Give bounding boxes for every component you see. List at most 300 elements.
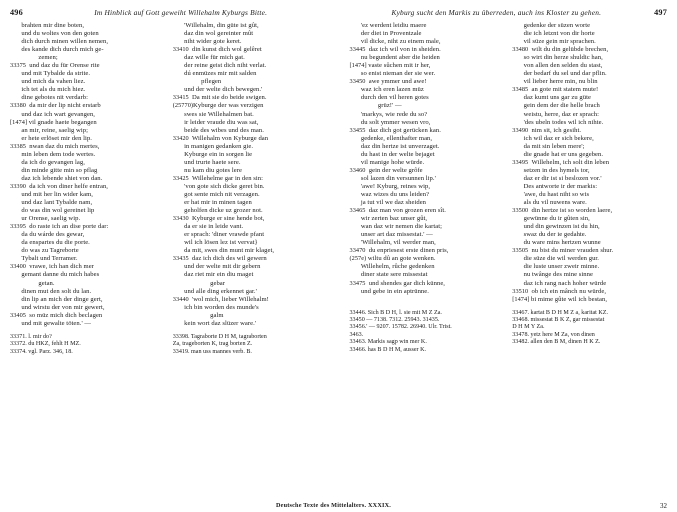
- verse-line-text: und der welte mit dir gebern: [184, 263, 261, 271]
- verse-line-number: [512, 119, 523, 126]
- verse-line: [512, 263, 667, 271]
- verse-line: [512, 255, 667, 263]
- verse-line-number: [173, 159, 184, 166]
- verse-line: [350, 30, 505, 38]
- verse-line: [173, 54, 328, 62]
- verse-line-text: da ich von diner helfe entran,: [29, 182, 109, 190]
- verse-line: [512, 231, 667, 239]
- verse-line-number: 33385: [10, 142, 30, 150]
- verse-line: [10, 296, 165, 304]
- footnote-line: 33463. Markis sagp win mer K.: [349, 339, 427, 346]
- verse-line: [10, 135, 165, 143]
- verse-line-text: Willehalm von Kyburge dan: [192, 134, 269, 142]
- verse-line-number: 33490: [512, 126, 532, 134]
- verse-line-number: [350, 22, 361, 29]
- verse-line-text: diner state sere missestat: [360, 271, 428, 279]
- running-title-right: Kyburg sucht den Markis zu überreden, auch ins Kloster zu gehen.: [391, 8, 602, 17]
- verse-line: [512, 143, 667, 151]
- verse-line-text: gedenke, ellenthafter man,: [360, 134, 433, 142]
- verse-line-text: nu bist du miner vrauden shur.: [531, 247, 614, 255]
- verse-line-text: setzen in des hymels tor,: [523, 166, 590, 174]
- verse-line-text: der reine geist dich niht verlat.: [184, 62, 267, 70]
- verse-line: [350, 102, 505, 110]
- verse-line-text: daz ich wil von in sheiden.: [368, 46, 441, 54]
- verse-line: [350, 38, 505, 46]
- verse-line: [10, 22, 165, 30]
- verse-line-text: und mit her lin wider kam,: [21, 190, 93, 198]
- verse-line: [350, 119, 505, 127]
- folio-left: 496: [10, 8, 23, 17]
- verse-line: [173, 207, 328, 215]
- footnote-column-left-2: [173, 334, 328, 356]
- verse-line-number: [173, 30, 184, 37]
- verse-line: [10, 231, 165, 239]
- verse-line: [10, 111, 165, 119]
- verse-line-number: 33485: [512, 86, 532, 94]
- verse-line: [173, 304, 328, 312]
- verse-line: [512, 151, 667, 159]
- verse-line-number: [10, 151, 21, 158]
- verse-line-number: [173, 70, 184, 77]
- verse-line-text: weistu, herre, daz er sprach:: [523, 110, 600, 118]
- verse-line-text: vil süze gein mir sprachen.: [523, 38, 596, 46]
- verse-line: [512, 111, 667, 119]
- verse-line-text: an gote mit statem mute!: [531, 86, 599, 94]
- verse-line-number: 33395: [10, 223, 30, 231]
- verse-line-text: der diet in Proventzale: [360, 30, 422, 38]
- verse-line-text: daz ich dich des wil gewern: [192, 255, 267, 263]
- verse-line: [173, 175, 328, 183]
- verse-line-text: waz ich eren lazen müz: [360, 86, 424, 94]
- verse-line-text: min leben dem tode wertes.: [21, 150, 96, 158]
- verse-line: [173, 296, 328, 304]
- verse-line: [173, 199, 328, 207]
- verse-line-number: [350, 54, 361, 61]
- verse-line-number: [10, 207, 21, 214]
- verse-line: [173, 320, 328, 328]
- verse-line-number: [173, 320, 184, 327]
- verse-line: [350, 239, 505, 247]
- running-head-right: [339, 8, 668, 17]
- verse-line-text: durch den vil heren gotes: [360, 94, 429, 102]
- verse-line-number: [350, 159, 361, 166]
- verse-line-text: ob ich ein mânch nu würde,: [531, 287, 607, 295]
- verse-line: [350, 215, 505, 223]
- verse-line: [10, 320, 165, 328]
- verse-line-number: [10, 159, 21, 166]
- verse-line-text: und gebe in ein aptrünne.: [360, 287, 429, 295]
- verse-line-text: da du wárde des gewar,: [21, 231, 85, 239]
- verse-column-right-1: [350, 22, 505, 304]
- verse-line-text: ich bin worden des munde's: [184, 303, 259, 311]
- verse-line-number: [10, 70, 21, 77]
- footnote-line: 33467. kartat B D H M Z a, karitat KZ.: [512, 309, 609, 316]
- verse-line-number: [1474]: [512, 295, 531, 303]
- verse-line-text: und shendes gar dich künne,: [368, 279, 445, 287]
- verse-line-text: und trurte haete sere.: [184, 158, 241, 166]
- verse-line-text: vil gnade haete begangen: [28, 118, 97, 126]
- verse-line-number: 33460: [349, 166, 369, 174]
- verse-line: [350, 86, 505, 94]
- verse-line-text: awe ymmer und awe!: [368, 78, 427, 86]
- verse-line-text: er hat mir in minen tagen: [184, 199, 252, 207]
- verse-line-number: 33450: [349, 78, 369, 86]
- running-head-row: [10, 8, 667, 17]
- verse-line-text: daz wille für mich gat.: [184, 54, 245, 62]
- verse-line-number: [350, 263, 361, 270]
- verse-line-text: gemant danne du mich habes: [21, 271, 100, 279]
- verse-line-text: du solt ymmer wesen vro,: [360, 118, 431, 126]
- verse-line-text: daz ich lebende shiet von dan.: [21, 174, 103, 182]
- verse-line: [10, 304, 165, 312]
- verse-line-number: [10, 30, 21, 37]
- verse-line-number: 33425: [172, 174, 192, 182]
- verse-line-number: 33410: [172, 46, 192, 54]
- verse-line: [173, 280, 328, 288]
- verse-line-number: [10, 191, 21, 198]
- verse-line: [350, 22, 505, 30]
- verse-line-number: [10, 22, 21, 29]
- verse-line-text: und mich da vahen liez.: [21, 78, 86, 86]
- verse-line: [350, 70, 505, 78]
- verse-line-number: [512, 70, 523, 77]
- verse-line-text: nu begundent aber die heiden: [360, 54, 440, 62]
- verse-line: [350, 143, 505, 151]
- verse-line-number: (257e): [349, 255, 368, 263]
- footnote-line: 33456.' — 9207. 15782. 26940. Ulr. Trist.: [349, 324, 452, 331]
- footnote-block-right: [350, 310, 668, 354]
- verse-line-text: daz kumt uns gar zu güte: [523, 94, 591, 102]
- verse-line: [512, 296, 667, 304]
- verse-line-number: [512, 215, 523, 222]
- verse-line-text: er hete erlöset mir den lip.: [21, 134, 92, 142]
- verse-line-number: [512, 135, 523, 142]
- verse-line-text: da ich do gevangen lag,: [21, 158, 85, 166]
- verse-line-text: da mit sin leben mere';: [523, 142, 585, 150]
- verse-line-text: da enspartes du die porte.: [21, 239, 90, 247]
- verse-line-text: an mir, reine, saelig wip;: [21, 126, 88, 134]
- verse-line-number: [512, 151, 523, 158]
- verse-line-number: [512, 102, 523, 109]
- verse-line-number: [350, 231, 361, 238]
- verse-line-text: und wirstu der von mir gewert,: [21, 303, 105, 311]
- verse-line-number: [350, 143, 361, 150]
- verse-line-text: und daz ich wart gevangen,: [21, 110, 95, 118]
- verse-line-text: wil ich lösen lez ist vervat}: [184, 239, 258, 247]
- verse-columns-right: [350, 22, 668, 304]
- verse-line-text: din minde gitte min so pflag: [21, 166, 98, 174]
- verse-line-text: ja tut vil we daz sheiden: [360, 199, 427, 207]
- verse-line: [10, 70, 165, 78]
- verse-line-number: [10, 38, 21, 45]
- verse-line-text: nwan daz du mich mertes,: [29, 142, 100, 150]
- verse-line-number: [350, 94, 361, 101]
- verse-line-text: und alle ding erkennet gar.': [184, 287, 257, 295]
- footnote-line: 33478. yetz here M Za, von dinen: [512, 331, 595, 338]
- verse-line: [173, 62, 328, 70]
- verse-line-number: [10, 78, 21, 85]
- verse-line-number: [27, 280, 38, 287]
- verse-line-text: daz ich rang nach hoher würde: [523, 279, 607, 287]
- verse-line: [10, 207, 165, 215]
- verse-line-number: [512, 38, 523, 45]
- verse-line-number: [512, 143, 523, 150]
- verse-line-number: 33400: [10, 263, 30, 271]
- verse-line-number: 33390: [10, 182, 30, 190]
- verse-line-number: 33455: [349, 126, 369, 134]
- verse-line: [350, 111, 505, 119]
- verse-line: [350, 199, 505, 207]
- verse-line: [10, 62, 165, 70]
- verse-column-left-2: [173, 22, 328, 328]
- verse-line-text: als du vil nuwens ware.: [523, 199, 587, 207]
- verse-line-number: [350, 271, 361, 278]
- verse-line-text: galm: [210, 311, 224, 319]
- verse-line: [512, 280, 667, 288]
- verse-line-text: und daz du für Orense rite: [29, 62, 100, 70]
- verse-line-text: von allen den selden du stast,: [523, 62, 603, 70]
- verse-line-text: da er sie in leide vant.: [184, 223, 244, 231]
- verse-line-number: [512, 167, 523, 174]
- footnote-line: 33446. Sich B D H, l. sie mit M Z Za.: [349, 309, 442, 316]
- verse-line-number: [350, 111, 361, 118]
- footnote-line: 3463.: [349, 331, 364, 338]
- footnote-line: 33468. missestat B K Z, gar missestat: [512, 317, 605, 324]
- verse-line: [10, 38, 165, 46]
- verse-line-number: [10, 46, 21, 53]
- verse-line-text: 'Willehalm, din güte ist gût,: [184, 22, 259, 29]
- verse-line: [512, 175, 667, 183]
- verse-line-number: [10, 239, 21, 246]
- verse-line-number: [173, 183, 184, 190]
- verse-line: [173, 94, 328, 102]
- footnote-column-left-1: [10, 334, 165, 356]
- verse-line-number: 33420: [172, 134, 192, 142]
- verse-line-text: er sprach: 'diner vrawde pfant: [184, 231, 265, 239]
- verse-line-number: [350, 223, 361, 230]
- footnote-block-left: [10, 334, 328, 356]
- verse-line-number: [512, 271, 523, 278]
- verse-line: [10, 312, 165, 320]
- verse-line-number: (25770): [172, 102, 194, 110]
- verse-line-text: ir leider vraude diu was sat,: [184, 118, 259, 126]
- verse-line-number: [512, 280, 523, 287]
- verse-line-text: 'awe, du hast niht so wis: [523, 190, 590, 198]
- verse-line: [173, 215, 328, 223]
- verse-line: [10, 183, 165, 191]
- verse-line-number: [173, 62, 184, 69]
- verse-line: [173, 255, 328, 263]
- verse-line-number: [10, 111, 21, 118]
- verse-line-number: [367, 102, 378, 109]
- verse-line: [173, 167, 328, 175]
- verse-line-text: Des antworte ir der markis:: [523, 182, 598, 190]
- page-right: [346, 22, 668, 356]
- verse-line: [350, 191, 505, 199]
- verse-line-number: [350, 239, 361, 246]
- footnote-line: 33419. man uss mannes verb. B.: [172, 348, 252, 355]
- verse-line: [512, 54, 667, 62]
- verse-line: [10, 94, 165, 102]
- verse-line-number: [10, 175, 21, 182]
- verse-line-number: 33475: [349, 279, 369, 287]
- verse-line-number: [173, 247, 184, 254]
- verse-line: [10, 30, 165, 38]
- verse-columns-left: [10, 22, 328, 328]
- verse-line-text: daz din hertze ist unverzaget.: [360, 142, 440, 150]
- verse-line-text: die ich letznt von dir horte: [523, 30, 595, 38]
- verse-line-text: ich wil daz er sich bekere,: [523, 134, 594, 142]
- verse-line: [10, 151, 165, 159]
- verse-line: [512, 271, 667, 279]
- verse-line-text: die gnade hat er uns gegeben.: [523, 150, 604, 158]
- verse-line: [512, 70, 667, 78]
- verse-line: [512, 78, 667, 86]
- running-head-left: [10, 8, 339, 17]
- verse-line-text: daz riet mir ein diu maget: [184, 271, 254, 279]
- verse-line: [173, 143, 328, 151]
- verse-line-number: [10, 320, 21, 327]
- verse-line: [173, 263, 328, 271]
- folio-right: 497: [654, 8, 667, 17]
- verse-line-text: do was din wol gereinet lip: [21, 207, 95, 215]
- verse-line-number: [173, 199, 184, 206]
- verse-line-number: 33375: [10, 62, 30, 70]
- verse-line-text: niht wider gote keret.: [184, 38, 242, 46]
- verse-line: [10, 255, 165, 263]
- verse-line-number: [1474]: [10, 118, 29, 126]
- verse-line-number: 33470: [349, 247, 369, 255]
- verse-line-text: die luste unser zweir minne.: [523, 263, 600, 271]
- verse-line: [512, 30, 667, 38]
- verse-line-number: [173, 288, 184, 295]
- verse-line-text: 'ez werdent leidiu maere: [360, 22, 427, 29]
- verse-line: [10, 247, 165, 255]
- verse-line: [350, 167, 505, 175]
- verse-line-number: [173, 54, 184, 61]
- verse-line-number: [173, 119, 184, 126]
- verse-line-number: 33445: [349, 46, 369, 54]
- verse-line-text: 'von gote sich dicke geret bin.: [184, 182, 265, 190]
- verse-line-number: [173, 231, 184, 238]
- verse-line-number: [199, 312, 210, 319]
- verse-line-number: [512, 231, 523, 238]
- verse-line-number: [350, 288, 361, 295]
- verse-line-text: waz wizes du uns leiden?: [360, 190, 430, 198]
- verse-line: [512, 207, 667, 215]
- verse-line-text: vil dicke, niht zu einem male,: [360, 38, 441, 46]
- verse-line: [512, 86, 667, 94]
- verse-line-text: swaz du der ie gedahte.: [523, 231, 587, 239]
- verse-line: [173, 22, 328, 30]
- verse-line-text: 'markys, wie rede du so?: [360, 110, 428, 118]
- verse-line-number: [173, 191, 184, 198]
- verse-line: [512, 94, 667, 102]
- verse-line-number: [10, 304, 21, 311]
- verse-line: [10, 102, 165, 110]
- verse-line-number: [350, 38, 361, 45]
- verse-line: [350, 127, 505, 135]
- verse-line-text: und der welte dich bewegen.': [184, 86, 263, 94]
- verse-line: [173, 271, 328, 279]
- verse-line-number: [10, 247, 21, 254]
- verse-line-text: din hertze ist so worden laere,: [531, 207, 613, 215]
- verse-line-text: dú enmüzes mir mit salden: [184, 70, 257, 78]
- verse-line: [173, 223, 328, 231]
- verse-line-number: [512, 175, 523, 182]
- verse-line-text: kein wort daz slüzer ware.': [184, 319, 257, 327]
- verse-line-text: wan daz wir nemen die kartat;: [360, 223, 442, 231]
- verse-line-text: der bedarf du sel und dar pflin.: [523, 70, 607, 78]
- verse-line-text: gein der welte grôfe: [368, 166, 423, 174]
- verse-line-number: [10, 215, 21, 222]
- verse-line-text: in manigen gedanken gie.: [184, 142, 254, 150]
- verse-line-number: [350, 191, 361, 198]
- verse-line-number: [350, 215, 361, 222]
- verse-line: [350, 183, 505, 191]
- verse-line-number: 33465: [349, 207, 369, 215]
- verse-line-text: so wirt din herze shuldic han,: [523, 54, 603, 62]
- verse-line: [350, 94, 505, 102]
- verse-line-number: [512, 78, 523, 85]
- signature-label: Deutsche Texte des Mittelalters. XXXIX.: [275, 502, 392, 509]
- verse-line: [350, 151, 505, 159]
- running-title-left: Im Hinblick auf Gott geweiht Willehalm Kyburgs Bitte.: [94, 8, 268, 17]
- verse-line-text: wir zerten baz unser gût,: [360, 215, 428, 223]
- verse-line-text: des kande dich durch mich ge-: [21, 46, 104, 54]
- verse-line-text: nu kam diu gotes lere: [184, 166, 242, 174]
- verse-line: [173, 135, 328, 143]
- signature-row: [0, 502, 667, 509]
- verse-line-number: [512, 54, 523, 61]
- verse-line-text: grüz!' —: [377, 102, 402, 110]
- footnote-line: 33372. du HKZ, fehlt H MZ.: [10, 341, 81, 348]
- footnote-line: Za, trageborten K, trag borten Z.: [172, 341, 253, 348]
- verse-line-text: Willehelm, ich solt din leben: [531, 158, 610, 166]
- verse-line-text: du ware mins hertzen wunne: [523, 239, 601, 247]
- verse-line: [512, 247, 667, 255]
- verse-line-text: Da mit sie do beide swigen.: [192, 94, 267, 102]
- verse-line-text: daz er dir ist si beslozen vor.': [523, 174, 602, 182]
- verse-line: [10, 239, 165, 247]
- verse-line: [173, 247, 328, 255]
- verse-line-text: daz din wol gereinter mût: [184, 30, 254, 38]
- footnote-column-right-1: [350, 310, 505, 354]
- verse-line-number: [512, 94, 523, 101]
- verse-line: [10, 143, 165, 151]
- verse-line-number: [173, 207, 184, 214]
- verse-line: [350, 54, 505, 62]
- verse-line: [350, 159, 505, 167]
- verse-line-number: [10, 255, 21, 262]
- verse-line-text: 'des ubeln todes wil ich nihte.: [523, 118, 604, 126]
- verse-line-number: [10, 199, 21, 206]
- footnote-line: 33398. Tagraborte D H M, tagraborten: [172, 333, 267, 340]
- verse-line-number: [350, 30, 361, 37]
- verse-line-text: und du woltes von den goten: [21, 30, 99, 38]
- verse-line-number: [173, 151, 184, 158]
- verse-line-text: Kyburge der was verzigen: [193, 102, 264, 110]
- verse-line: [350, 223, 505, 231]
- verse-line: [173, 159, 328, 167]
- verse-line: [173, 30, 328, 38]
- signature-number: 32: [660, 502, 667, 510]
- verse-line-number: [350, 199, 361, 206]
- verse-line: [10, 86, 165, 94]
- verse-line-text: brahten mir dine boten,: [21, 22, 85, 29]
- verse-line-text: so enist nieman der sie wer.: [360, 70, 436, 78]
- verse-line-text: ur Orense, saelig wip.: [21, 215, 81, 223]
